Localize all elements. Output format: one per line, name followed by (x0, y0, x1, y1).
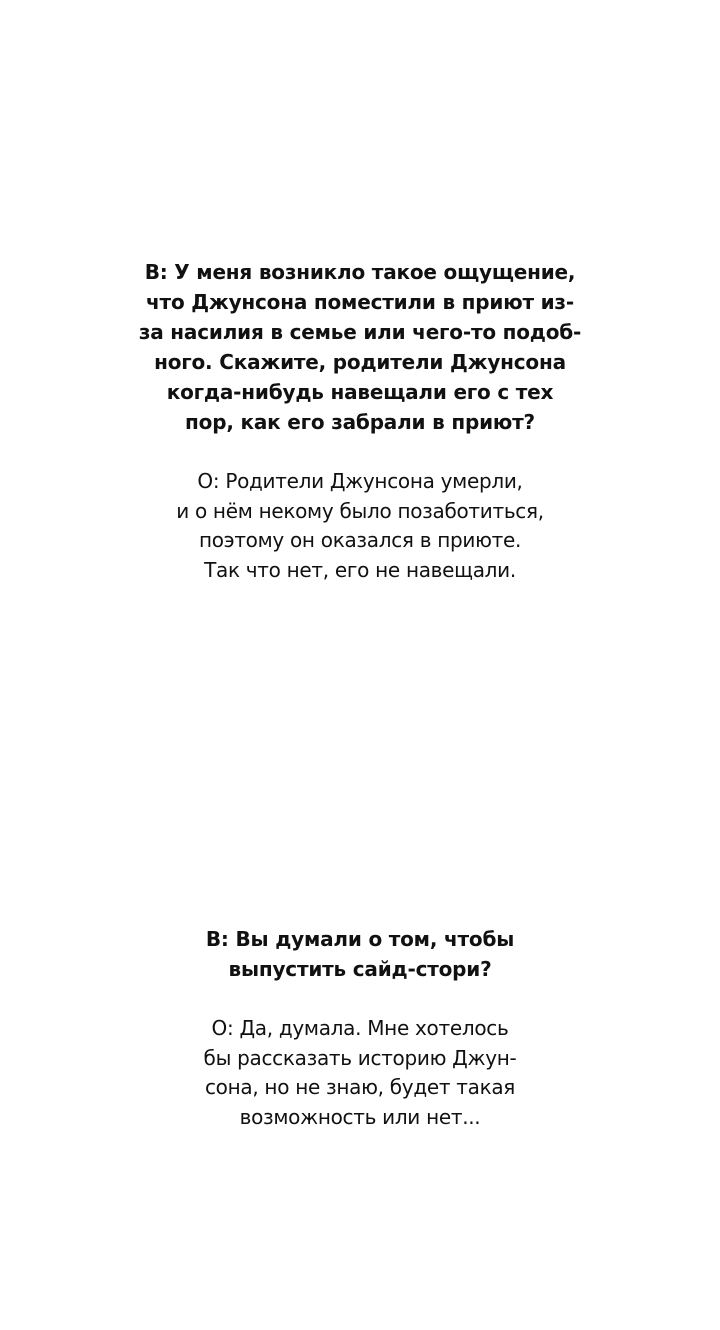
answer-line: О: Родители Джунсона умерли, (197, 469, 523, 493)
question-line: В: Вы думали о том, чтобы (205, 927, 515, 951)
question-line: выпустить сайд-стори? (228, 957, 492, 981)
answer-line: поэтому он оказался в приюте. (198, 528, 522, 552)
answer-line: О: Да, думала. Мне хотелось (211, 1016, 509, 1040)
answer-1 (0, 467, 720, 585)
question-line: пор, как его забрали в приют? (185, 410, 535, 434)
question-1 (0, 257, 720, 437)
question-line: за насилия в семье или чего-то подоб- (138, 320, 582, 344)
answer-line: Так что нет, его не навещали. (204, 557, 516, 582)
qa-block-1 (0, 257, 720, 585)
answer-line: возможность или нет... (239, 1104, 481, 1129)
qa-block-2 (0, 924, 720, 1132)
answer-line: и о нём некому было позаботиться, (176, 498, 544, 523)
question-line: что Джунсона поместили в приют из- (146, 290, 574, 314)
answer-2 (0, 1014, 720, 1132)
answer-line: сона, но не знаю, будет такая (204, 1075, 516, 1099)
question-line: В: У меня возникло такое ощущение, (144, 260, 576, 284)
question-2 (0, 924, 720, 984)
answer-line: бы рассказать историю Джун- (203, 1045, 517, 1070)
question-line: ного. Скажите, родители Джунсона (154, 350, 566, 374)
question-line: когда-нибудь навещали его с тех (166, 380, 554, 404)
